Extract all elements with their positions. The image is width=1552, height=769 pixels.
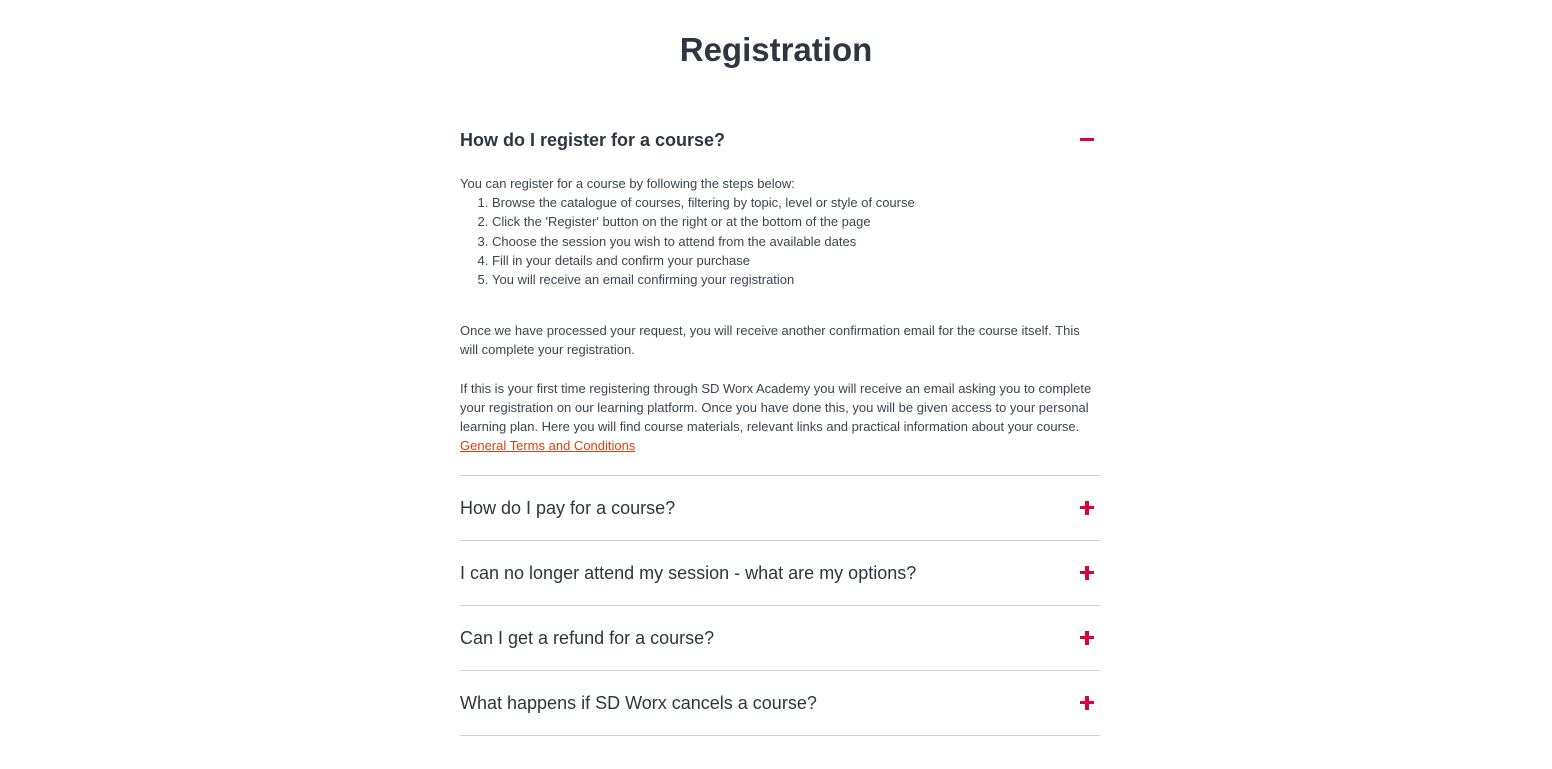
terms-link[interactable]: General Terms and Conditions	[460, 438, 636, 454]
faq-header-pay[interactable]	[460, 476, 1100, 540]
answer-intro: You can register for a course by following the steps below:	[460, 176, 795, 191]
faq-header-refund[interactable]	[460, 606, 1100, 670]
plus-icon[interactable]	[1080, 696, 1094, 710]
faq-header-cannot-attend[interactable]	[460, 541, 1100, 605]
faq-question: What happens if SD Worx cancels a course?	[460, 692, 817, 713]
faq-answer	[460, 172, 1100, 475]
minus-icon[interactable]	[1080, 133, 1094, 147]
plus-icon[interactable]	[1080, 631, 1094, 645]
faq-accordion	[460, 108, 1100, 736]
list-item: 1. Browse the catalogue of courses, filtering by topic, level or style of course	[492, 193, 1100, 212]
plus-icon[interactable]	[1080, 501, 1094, 515]
list-item: 4. Fill in your details and confirm your purchase	[492, 251, 1100, 270]
list-item: 5. You will receive an email confirming your registration	[492, 270, 1100, 289]
faq-question: How do I pay for a course?	[460, 497, 676, 518]
faq-question: Can I get a refund for a course?	[460, 627, 715, 648]
steps-list	[460, 193, 1100, 289]
faq-header-cancels[interactable]	[460, 671, 1100, 735]
faq-header-register[interactable]	[460, 108, 1100, 172]
list-item: 2. Click the 'Register' button on the right or at the bottom of the page	[492, 212, 1100, 231]
page-title: Registration	[679, 31, 873, 68]
faq-item-cannot-attend	[460, 541, 1100, 606]
faq-question: How do I register for a course?	[460, 129, 726, 150]
faq-item-pay	[460, 476, 1100, 541]
faq-question: I can no longer attend my session - what are my options?	[460, 562, 917, 583]
list-item: 3. Choose the session you wish to attend from the available dates	[492, 232, 1100, 251]
faq-item-register	[460, 108, 1100, 476]
plus-icon[interactable]	[1080, 566, 1094, 580]
answer-paragraph: If this is your first time registering through SD Worx Academy you will receive an email asking you to complete your registration on our learning platform. Once you have done this, you will be given access to your personal learning plan. Here you will find course materials, relevant links and practical information about your course.	[460, 380, 1092, 435]
faq-item-cancels	[460, 671, 1100, 736]
answer-paragraph: Once we have processed your request, you will receive another confirmation email for the course itself. This will complete your registration.	[460, 323, 1080, 358]
faq-item-refund	[460, 606, 1100, 671]
